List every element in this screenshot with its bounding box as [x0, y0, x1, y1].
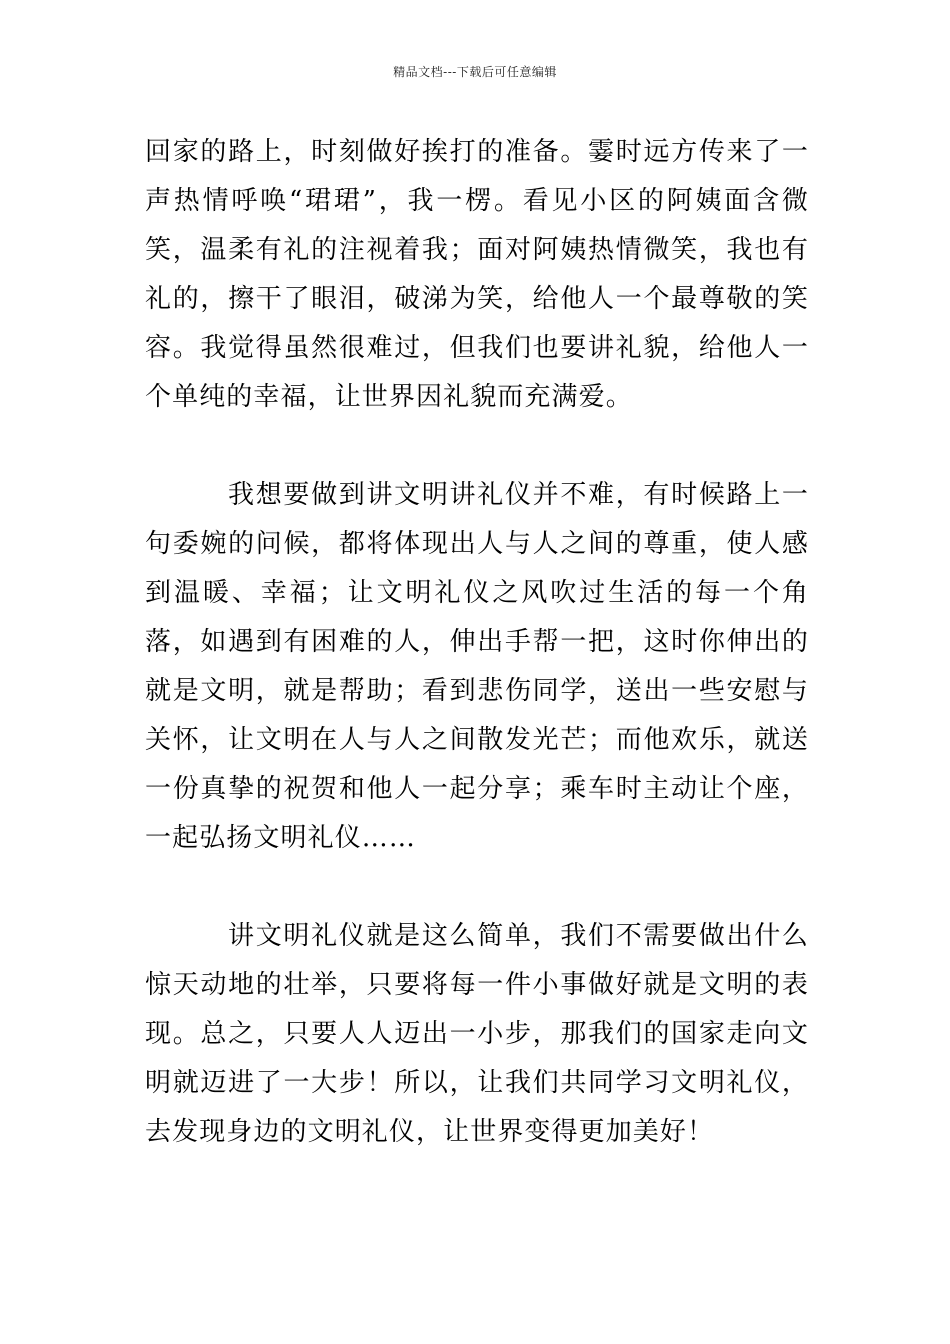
paragraph-1: 回家的路上，时刻做好挨打的准备。霎时远方传来了一声热情呼唤“珺珺”，我一楞。看见小区的阿姨面含微笑，温柔有礼的注视着我；面对阿姨热情微笑，我也有礼的，擦干了眼泪，破涕为笑，给他人一个最尊敬的笑容。我觉得虽然很难过，但我们也要讲礼貌，给他人一个单纯的幸福，让世界因礼貌而充满爱。	[145, 137, 809, 412]
document-body	[145, 128, 809, 1157]
paragraph-3: 讲文明礼仪就是这么简单，我们不需要做出什么惊天动地的壮举，只要将每一件小事做好就是文明的表现。总之，只要人人迈出一小步，那我们的国家走向文明就迈进了一大步！所以，让我们共同学习文明礼仪，去发现身边的文明礼仪，让世界变得更加美好！	[145, 921, 809, 1147]
page-header: 精品文档---下载后可任意编辑	[393, 65, 557, 79]
paragraph-2: 我想要做到讲文明讲礼仪并不难，有时候路上一句委婉的问候，都将体现出人与人之间的尊重，使人感到温暖、幸福；让文明礼仪之风吹过生活的每一个角落，如遇到有困难的人，伸出手帮一把，这时你伸出的就是文明，就是帮助；看到悲伤同学，送出一些安慰与关怀，让文明在人与人之间散发光芒；而他欢乐，就送一份真挚的祝贺和他人一起分享；乘车时主动让个座，一起弘扬文明礼仪……	[145, 480, 809, 853]
